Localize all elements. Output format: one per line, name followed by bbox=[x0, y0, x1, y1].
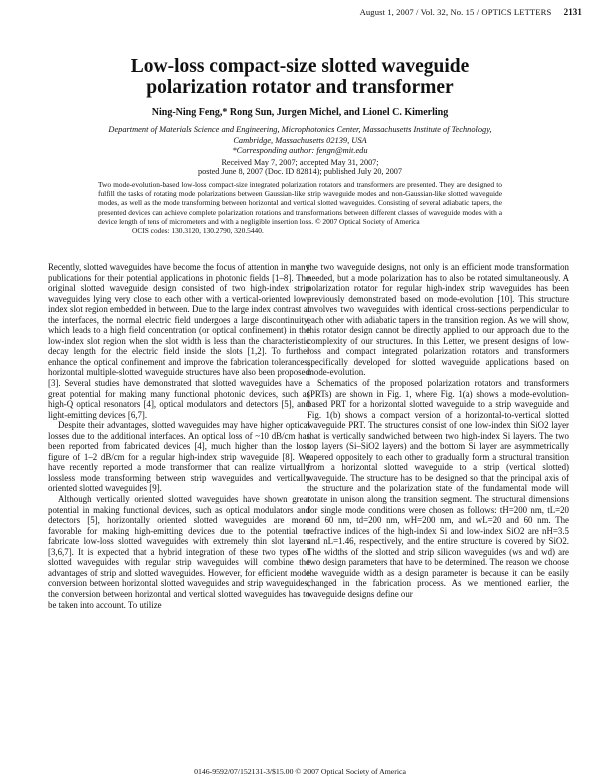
corresponding-author: *Corresponding author: fengn@mit.edu bbox=[232, 146, 368, 155]
journal-info: August 1, 2007 / Vol. 32, No. 15 / OPTICS LETTERS bbox=[359, 7, 552, 17]
affiliation-line-2: Cambridge, Massachusetts 02139, USA bbox=[233, 135, 367, 145]
affiliation-line-1: Department of Materials Science and Engineering, Microphotonics Center, Massachusetts Institute of Technology, bbox=[108, 125, 492, 134]
received-date: Received May 7, 2007; accepted May 31, 2007; bbox=[221, 158, 379, 167]
abstract bbox=[98, 180, 502, 235]
abstract-text: Two mode-evolution-based low-loss compact-size integrated polarization rotators and transformers are presented. They are designed to fulfill the tasks of rotating mode polarizations between Gaussian-like strip waveguide modes and non-Gaussian-like slotted waveguide modes, as well as the mode transforming between horizontal and vertical slotted waveguides. Consisting of several adiabatic tapers, the presented devices can achieve complete polarization rotations and transformations between different classes of waveguide modes with a device length of tens of micrometers and with a negligible insertion loss. © 2007 Optical Society of America bbox=[98, 180, 502, 226]
published-date: posted June 8, 2007 (Doc. ID 82814); published July 20, 2007 bbox=[198, 167, 402, 177]
title-line-1: Low-loss compact-size slotted waveguide bbox=[130, 56, 470, 77]
paragraph: the two waveguide designs, not only is an efficient mode transformation needed, but a mode polarization has to also be rotated simultaneously. A polarization rotator for regular high-index strip waveguides has been previously demonstrated based on mode-evolution [10]. This structure involves two waveguides with identical cross-sections perpendicular to each other with adiabatic tapers in the transition region. As we will show, this rotator design cannot be directly applied to our approach due to the complexity of our structures. In this Letter, we present designs of low-loss and compact integrated polarization rotators and transformers specifically developed for slotted waveguide applications based on mode-evolution. bbox=[307, 262, 569, 378]
page-footer: 0146-9592/07/152131-3/$15.00 © 2007 Optical Society of America bbox=[194, 767, 406, 776]
paragraph: Schematics of the proposed polarization rotators and transformers (PRTs) are shown in Fig. 1, where Fig. 1(a) shows a mode-evolution-based PRT for a horizontal slotted waveguide to a strip waveguide and Fig. 1(b) shows a compact version of a horizontal-to-vertical slotted waveguide PRT. The structures consist of one low-index thin SiO2 layer that is vertically sandwiched between two high-index Si layers. The two top layers (Si–SiO2 layers) and the bottom Si layer are asymmetrically tapered oppositely to each other to gradually form a structural transition from a horizontal slotted waveguide to a strip (vertical slotted) waveguide. The structure has to be designed so that the principal axis of the structure and the polarization state of the fundamental mode will rotate in unison along the transition segment. The structural dimensions for single mode conditions were chosen as follows: tH=200 nm, tL=20 and 60 nm, td=200 nm, wH=200 nm, and wL=20 and 60 nm. The refractive indices of the high-index Si and low-index SiO2 are nH=3.5 and nL=1.46, respectively, and the entire structure is covered by SiO2. The widths of the slotted and strip silicon waveguides (ws and wd) are two design parameters that have to be determined. The reason we choose the waveguide width as a design parameter is because it can be easily changed in the fabrication process. As we mentioned earlier, the waveguide designs define our bbox=[307, 378, 569, 599]
affiliation bbox=[70, 125, 530, 157]
ocis-codes: OCIS codes: 130.3120, 130.2790, 320.5440. bbox=[132, 226, 264, 236]
paragraph: Recently, slotted waveguides have become the focus of attention in many publications for their potential applications in photonic fields [1–8]. The original slotted waveguide design consisted of two high-index strip waveguides lying very close to each other with a vertical-oriented low-index slot region embedded in between. Due to the large index contrast at the interfaces, the normal electric field undergoes a large discontinuity, which leads to a high field concentration (or optical confinement) in the low-index slot region when the slot width is less than the characteristic decay length for the electric field inside the slots [1,2]. To further enhance the optical confinement and improve the fabrication tolerances, horizontal multiple-slotted waveguide structures have also been proposed [3]. Several studies have demonstrated that slotted waveguides have a great potential for making many functional photonic devices, such as high-Q optical resonators [4], optical modulators and detectors [5], and light-emitting devices [6,7]. bbox=[48, 262, 310, 420]
page-number: 2131 bbox=[563, 7, 582, 17]
paragraph: Although vertically oriented slotted waveguides have shown great potential in making functional devices, such as optical modulators and detectors [5], horizontally oriented slotted waveguides are more favorable for making high-emitting devices due to the potential to fabricate low-loss slotted waveguides with extremely thin slot layers [3,6,7]. It is expected that a hybrid integration of these two types of slotted waveguides with regular strip waveguides will combine the advantages of strip and slotted waveguides. However, for efficient mode conversion between horizontal slotted waveguides and strip waveguides, the conversion between horizontal and vertical slotted waveguides has to be taken into account. To utilize bbox=[48, 494, 310, 610]
right-column bbox=[307, 262, 569, 600]
publication-dates bbox=[100, 158, 500, 177]
title-line-2: polarization rotator and transformer bbox=[146, 77, 454, 98]
author-list: Ning-Ning Feng,* Rong Sun, Jurgen Michel, and Lionel C. Kimerling bbox=[151, 107, 449, 118]
running-header bbox=[0, 7, 582, 17]
paper-title bbox=[60, 56, 540, 98]
paragraph: Despite their advantages, slotted waveguides may have higher optical losses due to the additional interfaces. An optical loss of ~10 dB/cm has been reported from fabricated devices [4], much higher than the loss figure of 1–2 dB/cm for a regular high-index strip waveguide [8]. We have recently reported a mode transformer that can realize virtually lossless mode transforming between strip waveguides and vertically oriented slotted waveguides [9]. bbox=[48, 420, 310, 494]
left-column bbox=[48, 262, 310, 610]
